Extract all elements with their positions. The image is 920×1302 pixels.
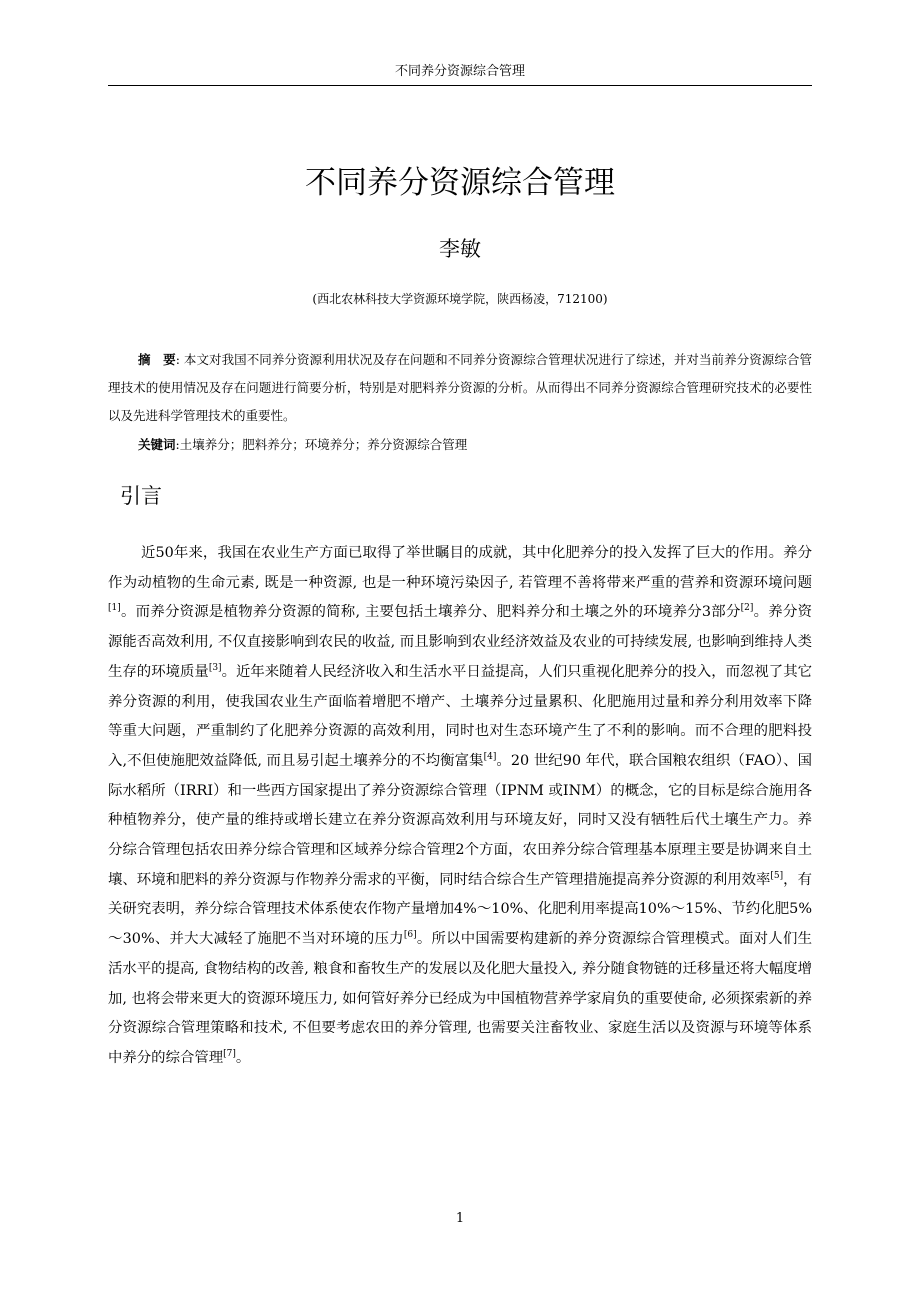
article-title: 不同养分资源综合管理 xyxy=(305,165,615,201)
text-run: 。20 世纪90 年代，联合国粮农组织（FAO）、国际水稻所（IRRI）和一些西方国家提出了养分资源综合管理（IPNM 或INM）的概念，它的目标是综合施用各种植物养分，使产量的维持或增长建立在养分资源高效利用与环境友好，同时又没有牺牲后代土壤生产力。养分综合管理包括农田养分综合管理和区域养分综合管理2个方面，农田养分综合管理基本原理主要是协调来自土壤、环境和肥料的养分资源与作物养分需求的平衡，同时结合综合生产管理措施提高养分资源的利用效率 xyxy=(108,752,813,888)
abstract xyxy=(108,346,812,430)
text-run: 。近年来随着人民经济收入和生活水平日益提高，人们只重视化肥养分的投入，而忽视了其它养分资源的利用，使我国农业生产面临着增肥不增产、土壤养分过量累积、化肥施用过量和养分利用效率下降等重大问题，严重制约了化肥养分资源的高效利用，同时也对生态环境产生了不利的影响。而不合理的肥料投入,不但使施肥效益降低, 而且易引起土壤养分的不均衡富集 xyxy=(108,663,812,769)
text-run: 。养分资源能否高效利用, 不仅直接影响到农民的收益, 而且影响到农业经济效益及农业的可持续发展, 也影响到维持人类生存的环境质量 xyxy=(108,604,812,680)
text-run: 。 xyxy=(235,1049,251,1066)
citation-5: [5] xyxy=(770,870,784,881)
body-text xyxy=(108,539,812,1074)
text-run: 。所以中国需要构建新的养分资源综合管理模式。面对人们生活水平的提高, 食物结构的改善, 粮食和畜牧生产的发展以及化肥大量投入, 养分随食物链的迁移量还将大幅度增加, 也将会带来更大的资源环境压力, 如何管好养分已经成为中国植物营养学家肩负的重要使命, 必须探索新的养分资源综合管理策略和技术, 不但要考虑农田的养分管理, 也需要关注畜牧业、家庭生活以及资源与环境等体系中养分的综合管理 xyxy=(108,931,812,1066)
citation-7: [7] xyxy=(223,1049,236,1060)
citation-4: [4] xyxy=(483,752,497,763)
text-run: 近50年来，我国在农业生产方面已取得了举世瞩目的成就，其中化肥养分的投入发挥了巨大的作用。养分作为动植物的生命元素, 既是一种资源, 也是一种环境污染因子, 若管理不善将带来严重的营养和资源环境问题 xyxy=(108,545,812,591)
running-header: 不同养分资源综合管理 xyxy=(394,64,525,79)
abstract-text: : 本文对我国不同养分资源利用状况及存在问题和不同养分资源综合管理状况进行了综述，并对当前养分资源综合管理技术的使用情况及存在问题进行简要分析，特别是对肥料养分资源的分析。从而得出不同养分资源综合管理研究技术的必要性以及先进科学管理技术的重要性。 xyxy=(108,352,812,423)
header-rule xyxy=(108,85,812,86)
keywords-label: 关键词 xyxy=(138,437,176,452)
citation-3: [3] xyxy=(208,663,222,674)
citation-2: [2] xyxy=(740,603,754,614)
page-number: 1 xyxy=(455,1211,465,1226)
paragraph xyxy=(108,539,812,1074)
citation-1: [1] xyxy=(108,603,121,614)
section-heading: 引言 xyxy=(120,484,162,508)
keywords-text: :土壤养分；肥料养分；环境养分；养分资源综合管理 xyxy=(175,437,468,452)
author-name: 李敏 xyxy=(439,237,481,261)
text-run: ，有关研究表明，养分综合管理技术体系使农作物产量增加4%～10%、化肥利用率提高10%～15%、节约化肥5%～30%、并大大减轻了施肥不当对环境的压力 xyxy=(108,871,812,948)
citation-6: [6] xyxy=(403,930,417,941)
abstract-label: 摘 要 xyxy=(138,352,176,367)
keywords xyxy=(108,434,812,456)
author-affiliation: (西北农林科技大学资源环境学院，陕西杨凌，712100) xyxy=(312,292,608,306)
text-run: 。而养分资源是植物养分资源的简称, 主要包括土壤养分、肥料养分和土壤之外的环境养分3部分 xyxy=(120,604,741,621)
